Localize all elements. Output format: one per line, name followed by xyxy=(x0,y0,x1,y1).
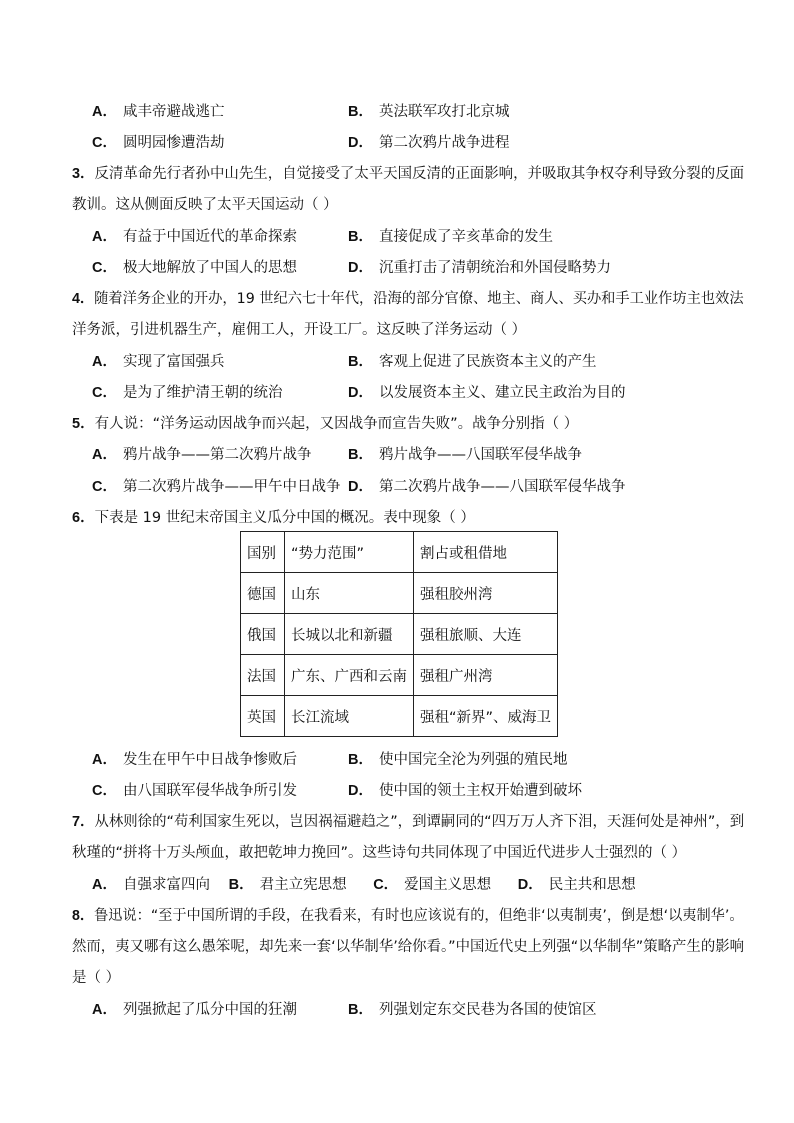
q7-option-d: D． 民主共和思想 xyxy=(517,877,636,893)
table-row xyxy=(241,655,558,696)
table-cell: 俄国 xyxy=(241,614,285,655)
table-cell: 德国 xyxy=(241,573,285,614)
partition-table xyxy=(240,531,558,737)
q5-option-d: D． 第二次鸦片战争——八国联军侵华战争 xyxy=(348,479,626,495)
q3-stem-line1: 3．反清革命先行者孙中山先生，自觉接受了太平天国反清的正面影响，并吸取其争权夺利导致分裂的反面 xyxy=(72,166,745,182)
q8-option-b: B． 列强划定东交民巷为各国的使馆区 xyxy=(348,1002,597,1018)
q5-stem-line1: 5．有人说：“洋务运动因战争而兴起，又因战争而宣告失败”。战争分别指（ ） xyxy=(72,416,579,432)
table-cell: 强租“新界”、威海卫 xyxy=(414,696,558,737)
q2-option-c: C． 圆明园惨遭浩劫 xyxy=(92,135,225,151)
table-cell: 强租广州湾 xyxy=(414,655,558,696)
q6-option-b: B． 使中国完全沦为列强的殖民地 xyxy=(348,752,568,768)
q3-option-c: C． 极大地解放了中国人的思想 xyxy=(92,260,297,276)
q5-option-b: B． 鸦片战争——八国联军侵华战争 xyxy=(348,447,582,463)
table-cell: 山东 xyxy=(285,573,414,614)
q7-option-a: A． 自强求富四向 xyxy=(92,877,210,893)
q4-stem-line2: 洋务派，引进机器生产，雇佣工人，开设工厂。这反映了洋务运动（ ） xyxy=(72,322,527,338)
table-row xyxy=(241,573,558,614)
q3-stem-line2: 教训。这从侧面反映了太平天国运动（ ） xyxy=(72,197,338,213)
table-cell: 英国 xyxy=(241,696,285,737)
table-cell: 法国 xyxy=(241,655,285,696)
q6-option-d: D． 使中国的领土主权开始遭到破坏 xyxy=(348,783,582,799)
q3-option-b: B． 直接促成了辛亥革命的发生 xyxy=(348,229,553,245)
q2-option-d: D． 第二次鸦片战争进程 xyxy=(348,135,510,151)
table-row xyxy=(241,614,558,655)
q5-option-a: A． 鸦片战争——第二次鸦片战争 xyxy=(92,447,312,463)
table-cell: 强租胶州湾 xyxy=(414,573,558,614)
q7-option-c: C． 爱国主义思想 xyxy=(373,877,492,893)
q4-option-a: A． 实现了富国强兵 xyxy=(92,354,225,370)
table-header-cell: 割占或租借地 xyxy=(414,532,558,573)
q4-option-d: D． 以发展资本主义、建立民主政治为目的 xyxy=(348,385,626,401)
q8-option-a: A． 列强掀起了瓜分中国的狂潮 xyxy=(92,1002,297,1018)
table-cell: 广东、广西和云南 xyxy=(285,655,414,696)
q2-option-a: A． 咸丰帝避战逃亡 xyxy=(92,104,225,120)
table-header-cell: “势力范围” xyxy=(285,532,414,573)
q8-stem-line3: 是（ ） xyxy=(72,970,121,986)
table-cell: 长江流域 xyxy=(285,696,414,737)
q6-option-a: A． 发生在甲午中日战争惨败后 xyxy=(92,752,297,768)
q4-stem-line1: 4．随着洋务企业的开办，19 世纪六七十年代，沿海的部分官僚、地主、商人、买办和手工业作坊主也效法 xyxy=(72,291,744,307)
q8-stem-line1: 8．鲁迅说：“至于中国所谓的手段，在我看来，有时也应该说有的，但绝非‘以夷制夷’，倒是想‘以夷制华’。 xyxy=(72,908,744,924)
q6-option-c: C． 由八国联军侵华战争所引发 xyxy=(92,783,297,799)
table-header-cell: 国别 xyxy=(241,532,285,573)
q4-option-b: B． 客观上促进了民族资本主义的产生 xyxy=(348,354,597,370)
table-row xyxy=(241,696,558,737)
q6-stem-line1: 6．下表是 19 世纪末帝国主义瓜分中国的概况。表中现象（ ） xyxy=(72,510,475,526)
q7-stem-line1: 7．从林则徐的“苟利国家生死以，岂因祸福避趋之”，到谭嗣同的“四万万人齐下泪，天涯何处是神州”，到 xyxy=(72,814,745,830)
q7-options-row xyxy=(92,875,636,895)
q2-option-b: B． 英法联军攻打北京城 xyxy=(348,104,510,120)
q7-stem-line2: 秋瑾的“拼将十万头颅血，敢把乾坤力挽回”。这些诗句共同体现了中国近代进步人士强烈的（ ） xyxy=(72,845,687,861)
q5-option-c: C． 第二次鸦片战争——甲午中日战争 xyxy=(92,479,341,495)
q4-option-c: C． 是为了维护清王朝的统治 xyxy=(92,385,283,401)
q3-option-a: A． 有益于中国近代的革命探索 xyxy=(92,229,297,245)
q8-stem-line2: 然而，夷又哪有这么愚笨呢，却先来一套‘以华制华’给你看。”中国近代史上列强“以华制华”策略产生的影响 xyxy=(72,939,744,955)
table-header-row xyxy=(241,532,558,573)
table-cell: 长城以北和新疆 xyxy=(285,614,414,655)
q7-option-b: B． 君主立宪思想 xyxy=(228,877,347,893)
q3-option-d: D． 沉重打击了清朝统治和外国侵略势力 xyxy=(348,260,611,276)
table-cell: 强租旅顺、大连 xyxy=(414,614,558,655)
